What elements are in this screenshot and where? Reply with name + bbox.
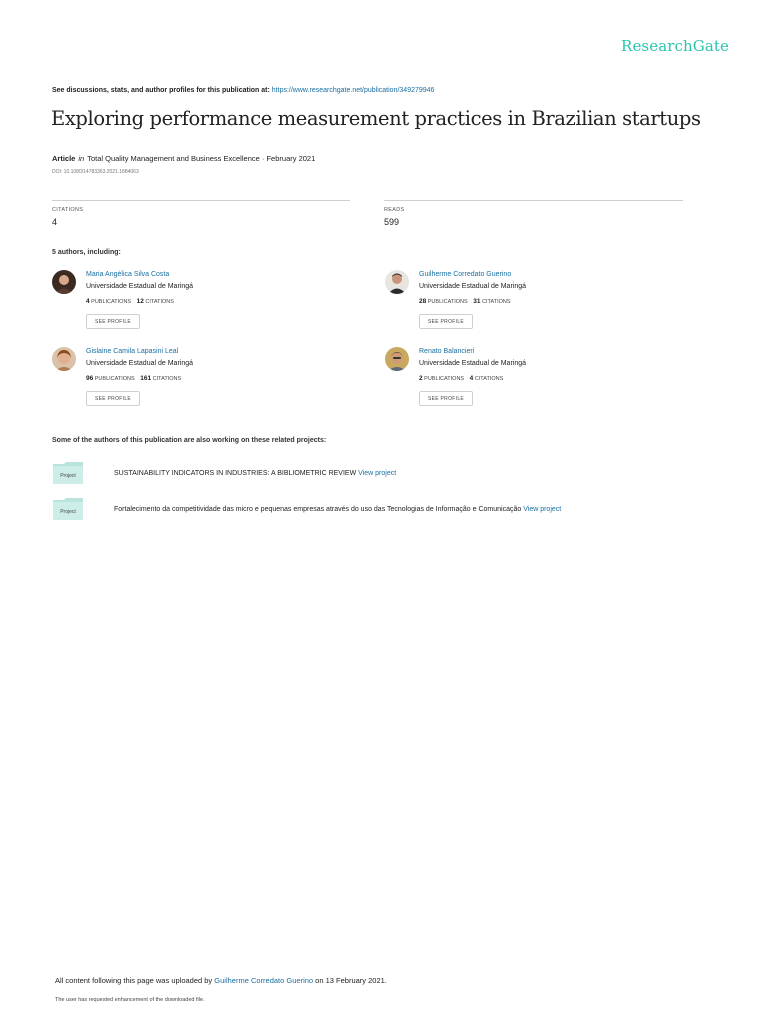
publications-count: 96 (86, 375, 94, 382)
author-stats (86, 298, 174, 305)
citations-label: CITATIONS (474, 376, 504, 382)
publication-date: · February 2021 (261, 154, 316, 163)
project-title: SUSTAINABILITY INDICATORS IN INDUSTRIES: A BIBLIOMETRIC REVIEW (114, 470, 357, 477)
publication-doi: DOI: 10.1080/14783363.2021.1884063 (52, 169, 139, 175)
discussion-text: See discussions, stats, and author profiles for this publication at: (52, 87, 270, 94)
reads-divider (384, 200, 683, 201)
avatar[interactable] (52, 270, 76, 294)
author-institution: Universidade Estadual de Maringá (419, 283, 527, 290)
see-profile-button[interactable]: SEE PROFILE (419, 314, 473, 329)
citations-label: CITATIONS (482, 299, 511, 305)
author-card (385, 347, 685, 417)
in-word: in (78, 154, 85, 163)
author-institution: Universidade Estadual de Maringá (86, 283, 194, 290)
author-card (385, 270, 685, 340)
author-name-link[interactable]: Renato Balancieri (419, 348, 475, 355)
researchgate-logo[interactable]: ResearchGate (621, 37, 729, 55)
publications-label: PUBLICATIONS (94, 376, 135, 382)
project-icon-label: Project (60, 473, 76, 479)
related-projects-heading: Some of the authors of this publication are also working on these related projects: (52, 437, 327, 444)
citations-count: 161 (140, 375, 152, 382)
project-item (114, 470, 396, 477)
author-card (52, 347, 352, 417)
avatar[interactable] (385, 270, 409, 294)
citations-count: 4 (469, 375, 474, 382)
publications-count: 28 (419, 298, 427, 305)
citations-count: 31 (473, 298, 481, 305)
author-institution: Universidade Estadual de Maringá (419, 360, 527, 367)
citations-label: CITATIONS (152, 376, 182, 382)
citations-count: 4 (52, 217, 58, 227)
upload-prefix: All content following this page was uploaded by (55, 976, 213, 985)
journal-name: Total Quality Management and Business Excellence (87, 154, 260, 163)
authors-heading: 5 authors, including: (52, 249, 121, 256)
enhancement-note: The user has requested enhancement of the downloaded file. (55, 997, 205, 1003)
publication-url-link[interactable]: https://www.researchgate.net/publication/349279946 (271, 87, 435, 94)
project-icon (53, 462, 83, 484)
publications-count: 2 (419, 375, 423, 382)
author-stats (86, 375, 181, 382)
publication-title: Exploring performance measurement practices in Brazilian startups (51, 107, 701, 130)
project-icon (53, 498, 83, 520)
author-stats (419, 298, 511, 305)
see-profile-button[interactable]: SEE PROFILE (86, 314, 140, 329)
publications-label: PUBLICATIONS (424, 376, 465, 382)
citations-label: CITATIONS (145, 299, 174, 305)
publication-type: Article (52, 154, 76, 163)
author-card (52, 270, 352, 340)
upload-notice (55, 976, 387, 985)
author-name-link[interactable]: Gislaine Camila Lapasini Leal (86, 348, 179, 355)
citations-count: 12 (136, 298, 144, 305)
publication-meta (52, 154, 315, 163)
citations-divider (52, 200, 350, 201)
author-institution: Universidade Estadual de Maringá (86, 360, 194, 367)
see-profile-button[interactable]: SEE PROFILE (86, 391, 140, 406)
view-project-link[interactable]: View project (523, 506, 562, 513)
citations-label: CITATIONS (52, 207, 84, 213)
project-item (114, 506, 561, 513)
reads-count: 599 (384, 217, 400, 227)
publications-count: 4 (86, 298, 90, 305)
author-name-link[interactable]: Maria Angélica Silva Costa (86, 271, 170, 278)
avatar[interactable] (385, 347, 409, 371)
author-stats (419, 375, 503, 382)
project-title: Fortalecimento da competitividade das micro e pequenas empresas através do uso das Tecnologias de Informação e Comunicação (114, 506, 522, 513)
publications-label: PUBLICATIONS (427, 299, 468, 305)
publications-label: PUBLICATIONS (91, 299, 132, 305)
see-profile-button[interactable]: SEE PROFILE (419, 391, 473, 406)
uploader-link[interactable]: Guilherme Corredato Guerino (214, 976, 314, 985)
view-project-link[interactable]: View project (358, 470, 397, 477)
project-icon-label: Project (60, 509, 76, 515)
upload-suffix: on 13 February 2021. (315, 976, 387, 985)
avatar[interactable] (52, 347, 76, 371)
discussion-line (52, 87, 434, 94)
author-name-link[interactable]: Guilherme Corredato Guerino (419, 271, 512, 278)
reads-label: READS (384, 207, 405, 213)
